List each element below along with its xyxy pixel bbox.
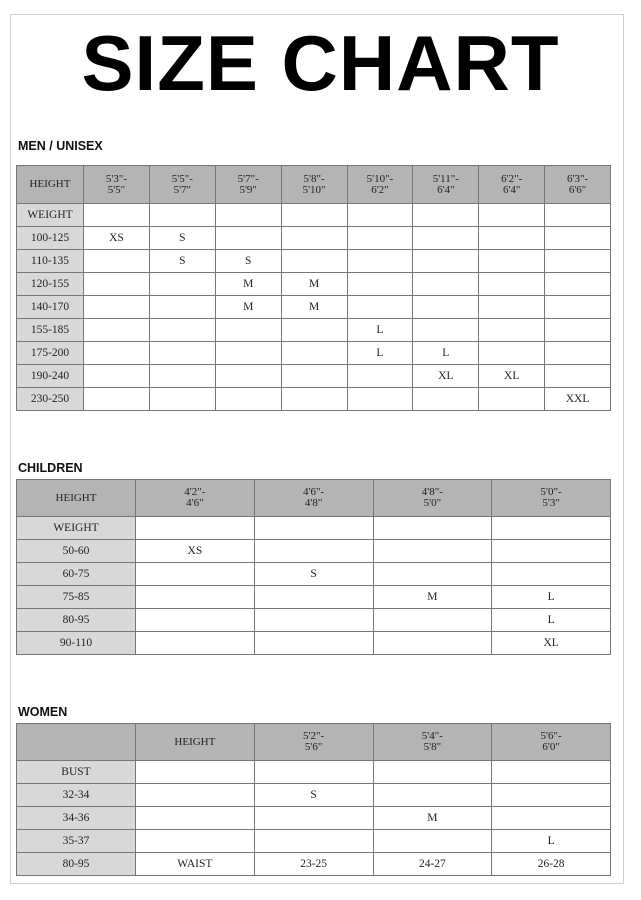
men-height-header: HEIGHT (17, 166, 84, 204)
weight-range: 90-110 (17, 632, 136, 655)
size-cell (149, 319, 215, 342)
bust-range: 32-34 (17, 784, 136, 807)
size-cell (281, 365, 347, 388)
size-cell (149, 388, 215, 411)
size-cell (545, 296, 611, 319)
size-cell: S (149, 227, 215, 250)
size-cell (149, 273, 215, 296)
size-cell: L (413, 342, 479, 365)
size-cell (149, 342, 215, 365)
waist-label: WAIST (136, 853, 255, 876)
men-height-col: 5'8"- 5'10" (281, 166, 347, 204)
size-cell (413, 273, 479, 296)
size-cell: M (373, 807, 492, 830)
children-header-row (17, 480, 611, 517)
size-cell (254, 632, 373, 655)
size-cell (347, 296, 413, 319)
men-section-label: MEN / UNISEX (18, 139, 103, 153)
weight-range: 190-240 (17, 365, 84, 388)
size-cell: L (492, 830, 611, 853)
size-cell (84, 296, 150, 319)
men-height-col: 6'2"- 6'4" (479, 166, 545, 204)
size-cell: M (215, 296, 281, 319)
table-row (17, 540, 611, 563)
size-cell: L (492, 609, 611, 632)
size-cell (254, 807, 373, 830)
size-cell (136, 632, 255, 655)
size-cell: S (149, 250, 215, 273)
women-header-row (17, 724, 611, 761)
weight-range: 80-95 (17, 609, 136, 632)
table-row (17, 563, 611, 586)
weight-range: 110-135 (17, 250, 84, 273)
size-cell: XS (84, 227, 150, 250)
size-cell: M (281, 296, 347, 319)
size-cell: L (347, 342, 413, 365)
size-cell: S (215, 250, 281, 273)
waist-range: 80-95 (17, 853, 136, 876)
women-height-col: 5'4"- 5'8" (373, 724, 492, 761)
size-cell (84, 365, 150, 388)
size-cell: M (281, 273, 347, 296)
size-cell (84, 342, 150, 365)
size-cell (373, 563, 492, 586)
size-cell (136, 807, 255, 830)
size-cell (479, 273, 545, 296)
children-weight-row (17, 517, 611, 540)
table-row (17, 388, 611, 411)
size-cell (545, 227, 611, 250)
children-height-col: 4'2"- 4'6" (136, 480, 255, 517)
men-height-col: 5'5"- 5'7" (149, 166, 215, 204)
children-section-label: CHILDREN (18, 461, 83, 475)
size-cell (281, 342, 347, 365)
size-cell: L (492, 586, 611, 609)
size-cell: XL (492, 632, 611, 655)
table-row (17, 784, 611, 807)
size-cell (373, 632, 492, 655)
table-row (17, 296, 611, 319)
size-cell: XS (136, 540, 255, 563)
children-height-col: 4'6"- 4'8" (254, 480, 373, 517)
children-weight-label: WEIGHT (17, 517, 136, 540)
size-cell (545, 365, 611, 388)
size-cell (84, 273, 150, 296)
weight-range: 100-125 (17, 227, 84, 250)
size-cell: XL (413, 365, 479, 388)
size-cell (136, 586, 255, 609)
size-cell (254, 540, 373, 563)
size-cell (149, 296, 215, 319)
size-cell (545, 342, 611, 365)
women-bust-row (17, 761, 611, 784)
size-cell (373, 784, 492, 807)
children-height-header: HEIGHT (17, 480, 136, 517)
size-cell (373, 540, 492, 563)
size-cell (281, 388, 347, 411)
table-row (17, 227, 611, 250)
size-cell (492, 784, 611, 807)
table-row (17, 365, 611, 388)
children-height-col: 4'8"- 5'0" (373, 480, 492, 517)
men-height-col: 5'3"- 5'5" (84, 166, 150, 204)
size-cell (545, 273, 611, 296)
size-cell (492, 807, 611, 830)
size-cell (479, 388, 545, 411)
women-header-corner (17, 724, 136, 761)
women-section-label: WOMEN (18, 705, 68, 719)
table-row (17, 830, 611, 853)
size-cell (254, 609, 373, 632)
size-cell (545, 319, 611, 342)
size-cell: M (373, 586, 492, 609)
size-cell (136, 784, 255, 807)
size-cell (413, 296, 479, 319)
size-cell (254, 830, 373, 853)
size-cell (84, 319, 150, 342)
table-row (17, 632, 611, 655)
size-cell: L (347, 319, 413, 342)
waist-cell: 23-25 (254, 853, 373, 876)
men-height-col: 5'10"- 6'2" (347, 166, 413, 204)
size-cell (136, 830, 255, 853)
women-height-col: 5'2"- 5'6" (254, 724, 373, 761)
table-row (17, 273, 611, 296)
size-cell (479, 227, 545, 250)
size-cell (492, 540, 611, 563)
women-height-header: HEIGHT (136, 724, 255, 761)
weight-range: 50-60 (17, 540, 136, 563)
size-cell (215, 365, 281, 388)
weight-range: 60-75 (17, 563, 136, 586)
size-cell (347, 388, 413, 411)
size-cell (215, 319, 281, 342)
bust-range: 34-36 (17, 807, 136, 830)
size-cell (254, 586, 373, 609)
size-cell: XL (479, 365, 545, 388)
size-cell (413, 388, 479, 411)
size-cell (215, 388, 281, 411)
waist-cell: 26-28 (492, 853, 611, 876)
bust-range: 35-37 (17, 830, 136, 853)
table-row (17, 586, 611, 609)
men-height-col: 5'11"- 6'4" (413, 166, 479, 204)
men-size-table (16, 165, 611, 411)
size-cell (413, 319, 479, 342)
size-cell (149, 365, 215, 388)
women-height-col: 5'6"- 6'0" (492, 724, 611, 761)
size-cell (347, 250, 413, 273)
size-cell (84, 250, 150, 273)
size-cell (215, 227, 281, 250)
size-cell (545, 250, 611, 273)
table-row (17, 853, 611, 876)
weight-range: 120-155 (17, 273, 84, 296)
table-row (17, 609, 611, 632)
size-cell (479, 250, 545, 273)
weight-range: 140-170 (17, 296, 84, 319)
size-cell: S (254, 563, 373, 586)
size-cell (347, 365, 413, 388)
size-cell (373, 609, 492, 632)
table-row (17, 342, 611, 365)
size-cell (413, 250, 479, 273)
weight-range: 155-185 (17, 319, 84, 342)
women-bust-label: BUST (17, 761, 136, 784)
size-cell (136, 609, 255, 632)
size-cell (347, 227, 413, 250)
men-header-row (17, 166, 611, 204)
table-row (17, 807, 611, 830)
size-cell (373, 830, 492, 853)
size-cell (281, 250, 347, 273)
size-cell: M (215, 273, 281, 296)
size-cell (136, 563, 255, 586)
size-cell (492, 563, 611, 586)
weight-range: 230-250 (17, 388, 84, 411)
men-height-col: 5'7"- 5'9" (215, 166, 281, 204)
size-cell (413, 227, 479, 250)
table-row (17, 319, 611, 342)
size-cell (479, 296, 545, 319)
size-cell (281, 319, 347, 342)
size-cell (479, 342, 545, 365)
women-size-table (16, 723, 611, 876)
men-weight-row (17, 204, 611, 227)
children-size-table (16, 479, 611, 655)
size-cell: S (254, 784, 373, 807)
size-cell (84, 388, 150, 411)
men-height-col: 6'3"- 6'6" (545, 166, 611, 204)
size-cell (479, 319, 545, 342)
size-cell (215, 342, 281, 365)
weight-range: 75-85 (17, 586, 136, 609)
page-title: SIZE CHART (81, 19, 560, 107)
waist-cell: 24-27 (373, 853, 492, 876)
size-cell (347, 273, 413, 296)
weight-range: 175-200 (17, 342, 84, 365)
table-row (17, 250, 611, 273)
size-cell (281, 227, 347, 250)
men-weight-label: WEIGHT (17, 204, 84, 227)
size-cell: XXL (545, 388, 611, 411)
children-height-col: 5'0"- 5'3" (492, 480, 611, 517)
